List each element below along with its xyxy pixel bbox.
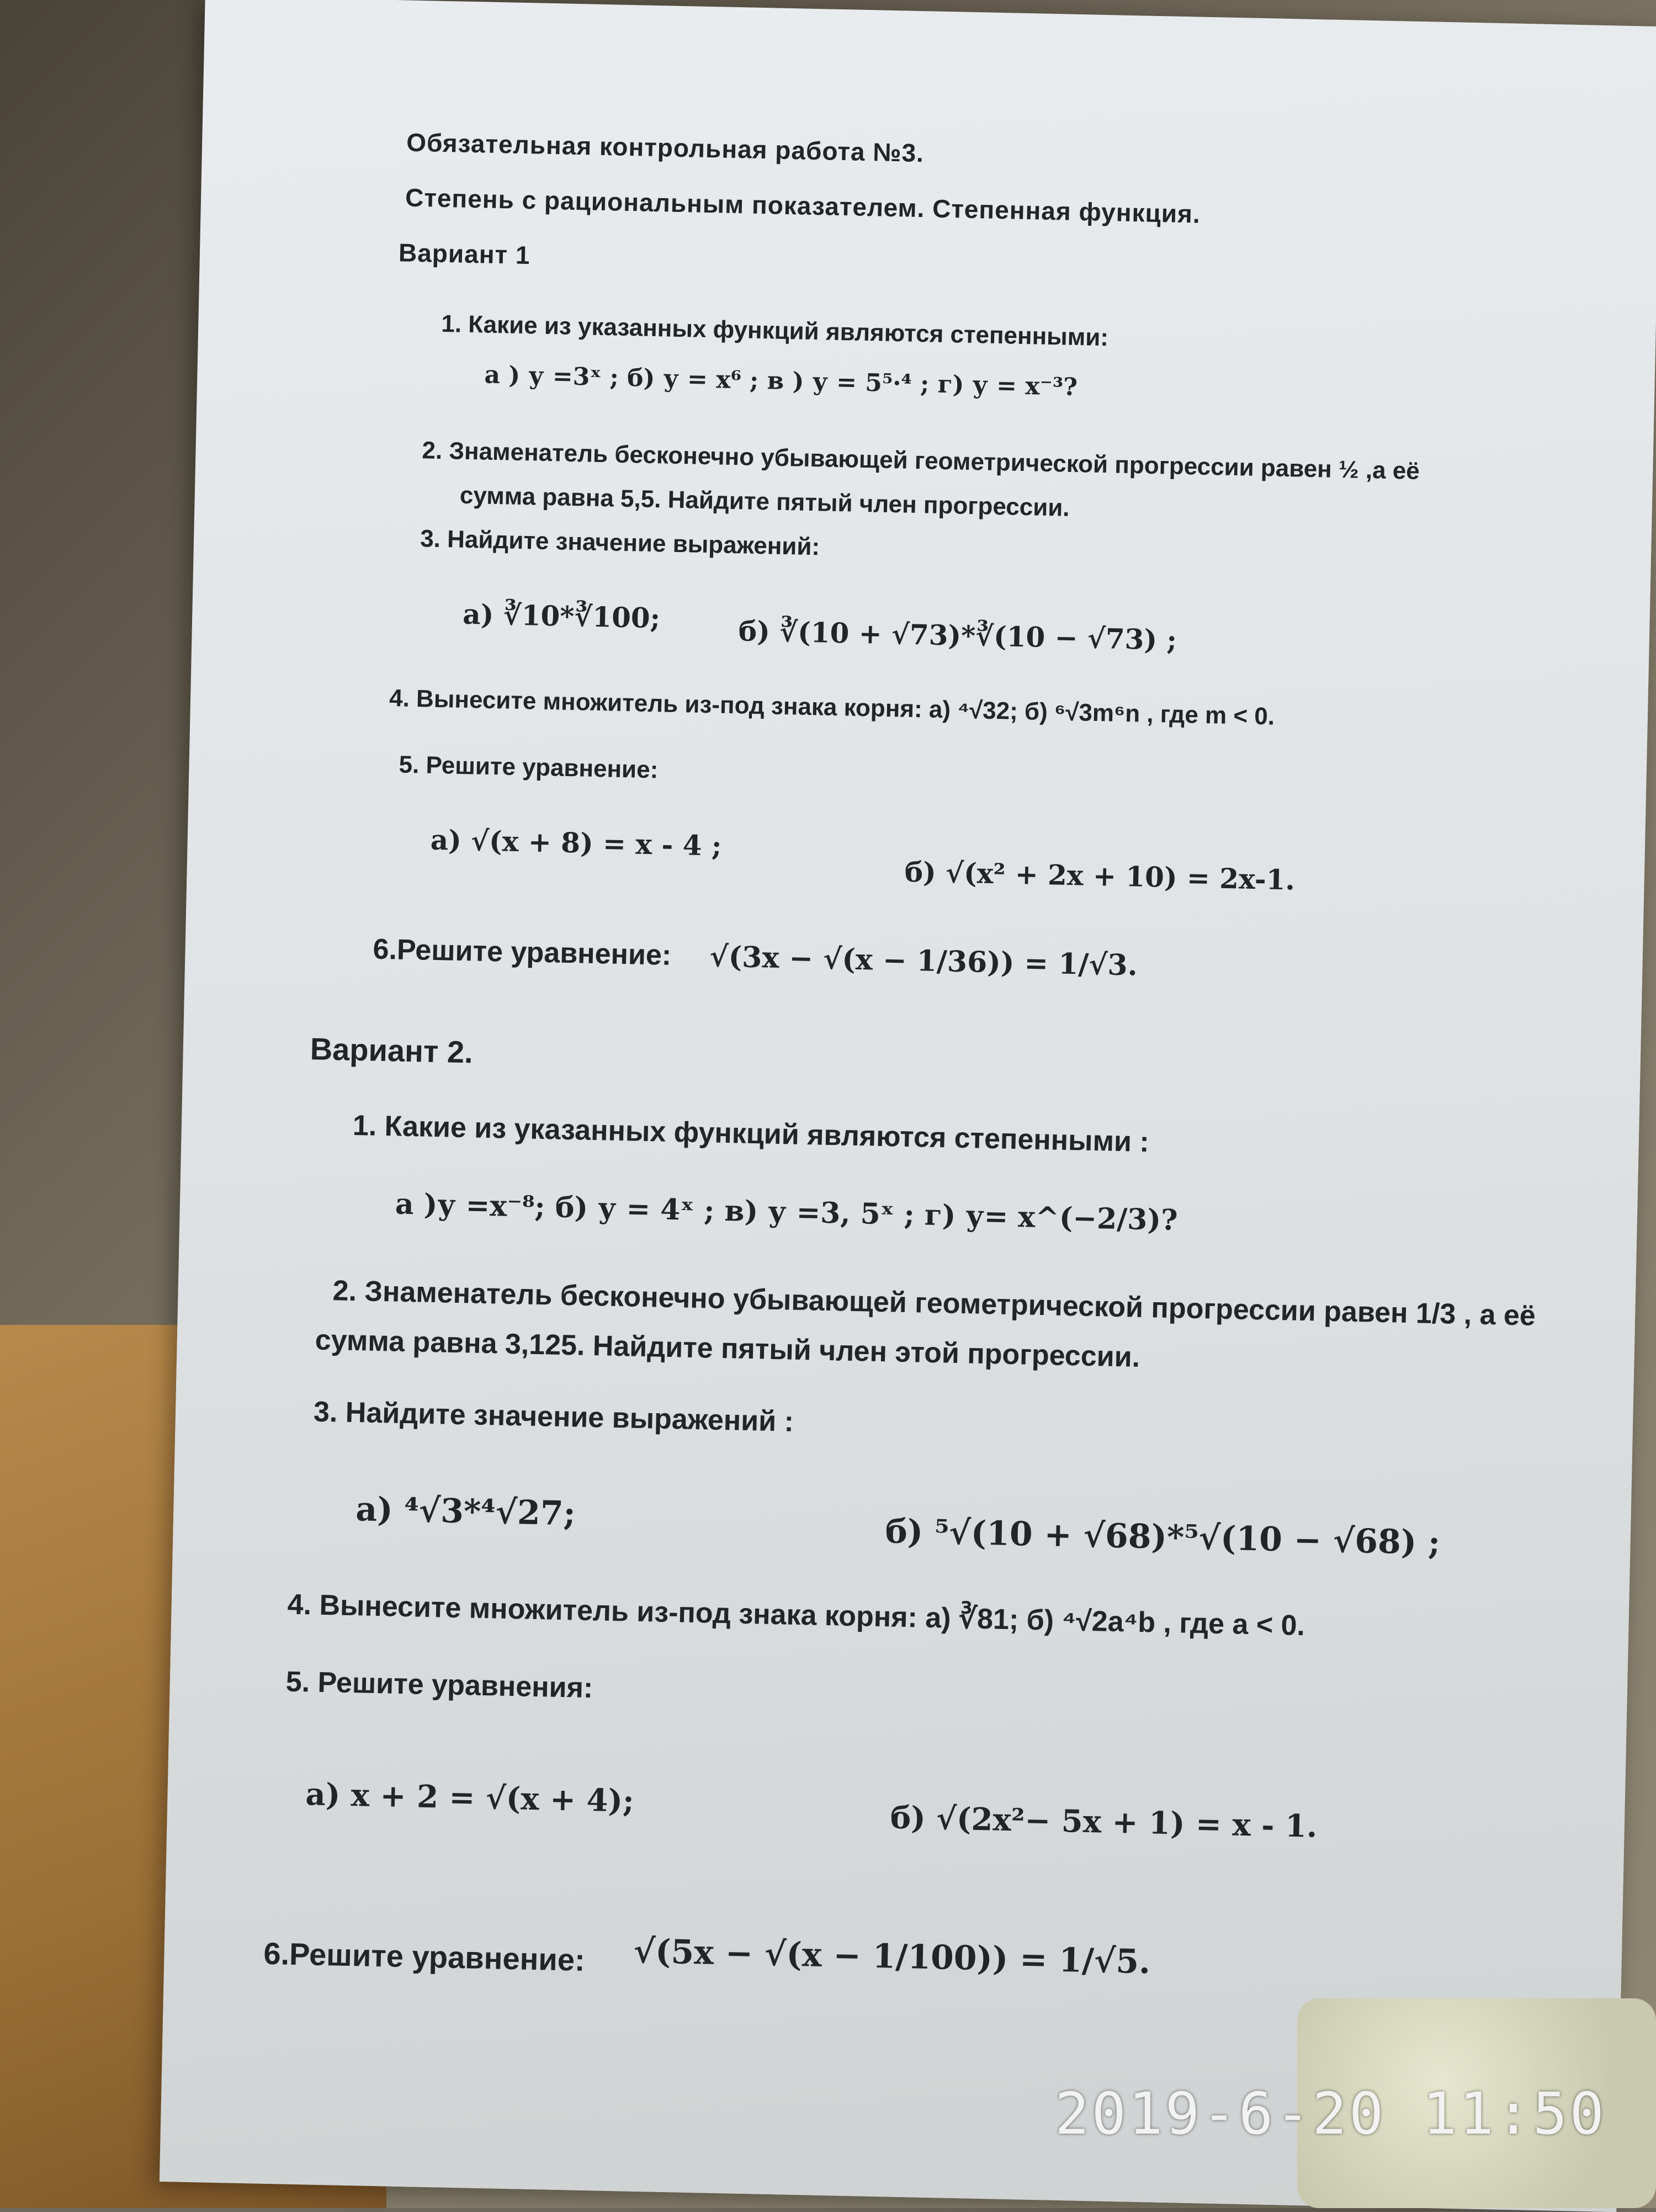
variant2-q1-text: 1. Какие из указанных функций являются степенными : [352,1109,1150,1159]
test-paper-sheet [160,0,1656,2212]
variant2-q2-line2: сумма равна 3,125. Найдите пятый член этой прогрессии. [315,1324,1140,1373]
variant1-q1-options: а ) у =3ˣ ; б) у = x⁶ ; в ) у = 5⁵·⁴ ; г) у = x⁻³? [484,360,1078,402]
variant1-q5-a: а) √(x + 8) = x - 4 ; [430,823,723,862]
variant1-q4-text: 4. Вынесите множитель из-под знака корня: а) ⁴√32; б) ⁶√3m⁶n , где m < 0. [389,685,1275,730]
variant1-q6-equation: √(3x − √(x − 1/36)) = 1/√3. [709,940,1138,983]
variant2-q3-b: б) ⁵√(10 + √68)*⁵√(10 − √68) ; [885,1512,1441,1563]
variant1-q1-text: 1. Какие из указанных функций являются степенными: [440,310,1109,352]
variant2-q3-text: 3. Найдите значение выражений : [313,1396,794,1438]
document-subtitle: Степень с рациональным показателем. Степенная функция. [405,183,1201,229]
variant2-q3-a: а) ⁴√3*⁴√27; [355,1490,576,1534]
variant1-q6-text: 6.Решите уравнение: [373,933,672,972]
variant2-q5-text: 5. Решите уравнения: [285,1665,593,1705]
variant2-q5-b: б) √(2x²− 5x + 1) = x - 1. [890,1799,1318,1845]
variant2-q4-text: 4. Вынесите множитель из-под знака корня: а) ∛81; б) ⁴√2a⁴b , где a < 0. [287,1588,1305,1642]
variant1-q3-a: а) ∛10*∛100; [462,597,661,635]
variant1-q5-text: 5. Решите уравнение: [399,751,659,784]
variant2-q6-text: 6.Решите уравнение: [263,1935,586,1977]
variant2-q1-options: а )у =x⁻⁸; б) у = 4ˣ ; в) у =3, 5ˣ ; г) у= x^(−2/3)? [395,1187,1179,1238]
photo-timestamp: 2019-6-20 11:50 [1054,2080,1606,2147]
variant1-q3-text: 3. Найдите значение выражений: [420,525,820,561]
variant2-title: Вариант 2. [310,1031,474,1070]
variant2-q5-a: а) x + 2 = √(x + 4); [305,1776,635,1820]
document-title: Обязательная контрольная работа №3. [406,128,925,168]
variant1-q3-b: б) ∛(10 + √73)*∛(10 − √73) ; [738,614,1177,656]
variant1-q2-line2: сумма равна 5,5. Найдите пятый член прогрессии. [459,481,1070,522]
variant2-q2-line1: 2. Знаменатель бесконечно убывающей геометрической прогрессии равен 1/3 , а её [332,1275,1536,1332]
variant1-q5-b: б) √(x² + 2x + 10) = 2x-1. [904,855,1296,897]
variant1-q2-line1: 2. Знаменатель бесконечно убывающей геометрической прогрессии равен ½ ,а её [422,437,1420,485]
variant1-title: Вариант 1 [398,238,531,270]
variant2-q6-equation: √(5x − √(x − 1/100)) = 1/√5. [633,1932,1151,1982]
